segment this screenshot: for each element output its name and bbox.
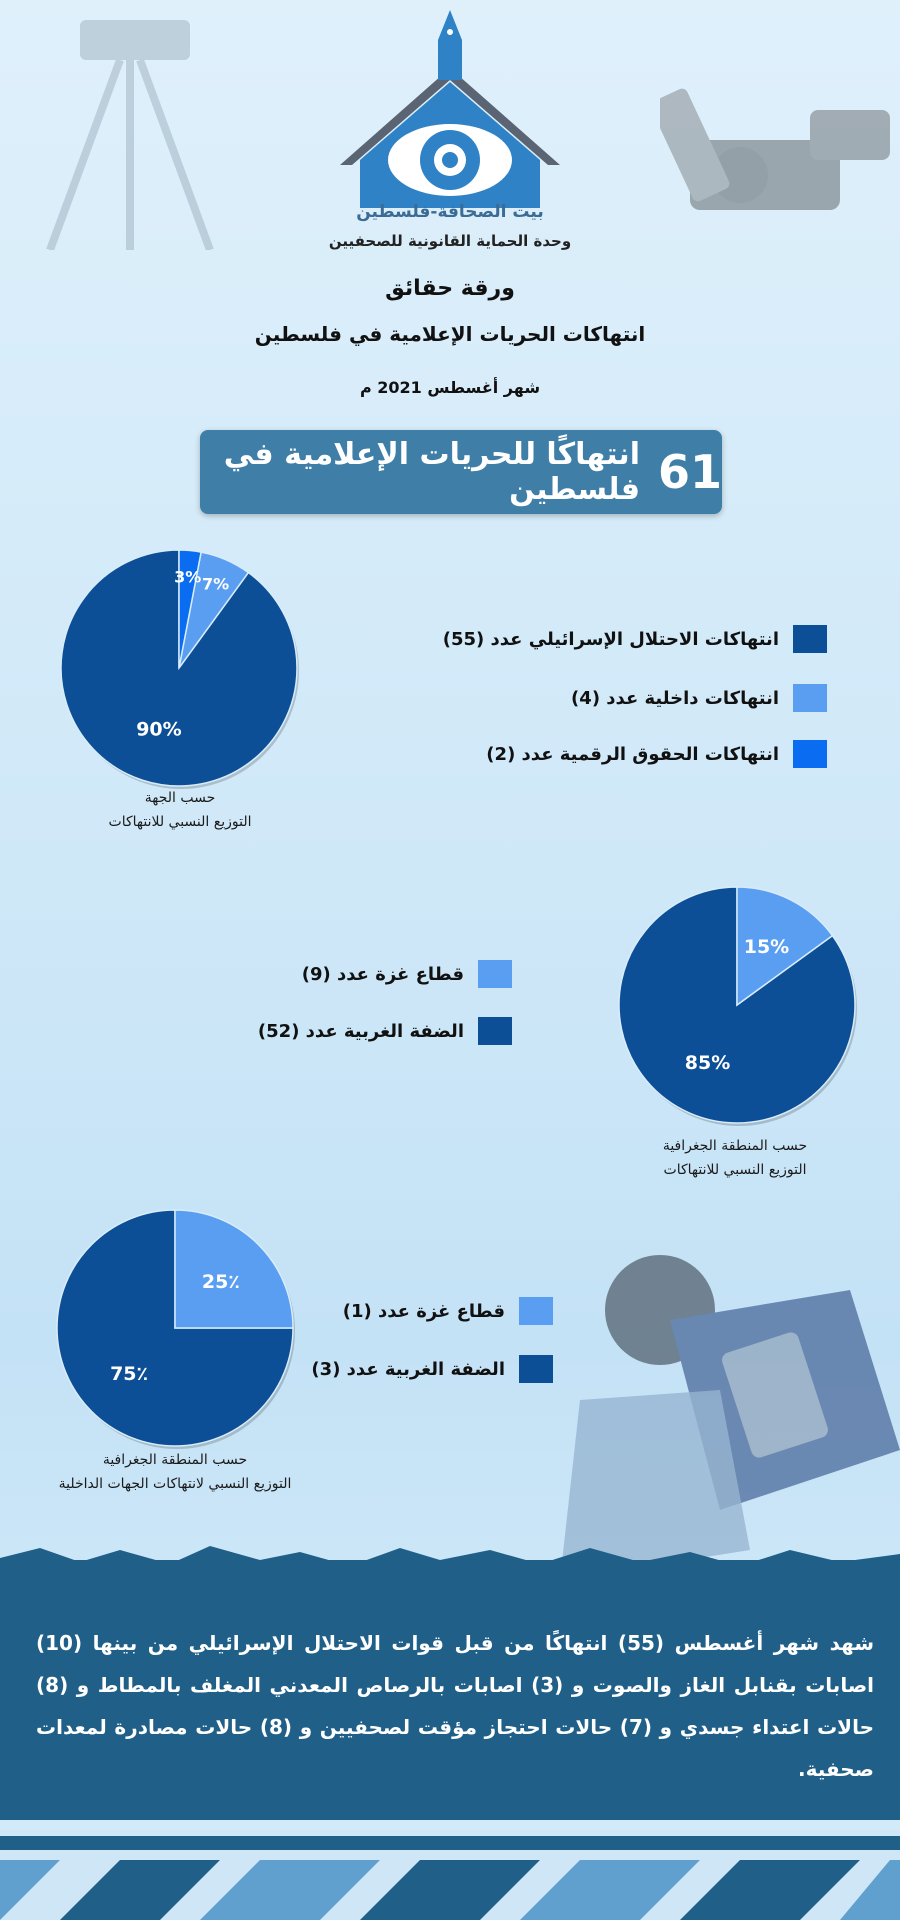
camera-tripod-photo: [20, 0, 220, 250]
page-subtitle: انتهاكات الحريات الإعلامية في فلسطين: [254, 322, 646, 346]
pie2-slice-label-1: 15%: [743, 936, 790, 959]
total-violations-text: انتهاكًا للحريات الإعلامية في فلسطين: [223, 437, 640, 507]
pie1-caption-line1: حسب الجهة: [144, 790, 216, 806]
total-violations-banner: [200, 430, 722, 514]
legend2-label-1: الضفة الغربية عدد (52): [257, 1020, 464, 1042]
legend3-swatch-0: [519, 1297, 553, 1325]
legend2-swatch-1: [478, 1017, 512, 1045]
legend2-item-1: [258, 1017, 512, 1045]
legend3-item-1: [311, 1355, 553, 1383]
pie2-caption-line2: التوزيع النسبي للانتهاكات: [663, 1162, 807, 1178]
legend2-swatch-0: [478, 960, 512, 988]
pie2-slice-label-0: 85%: [684, 1051, 731, 1074]
legend1-label-0: انتهاكات الاحتلال الإسرائيلي عدد (55): [442, 628, 779, 650]
legend3-label-0: قطاع غزة عدد (1): [342, 1300, 505, 1322]
total-violations-number: 61: [657, 445, 722, 499]
stripe-footer-decoration: [0, 1830, 900, 1920]
summary-text: شهد شهر أغسطس (55) انتهاكًا من قبل قوات الاحتلال الإسرائيلي من بينها (10) اصابات بقنابل الغاز والصوت و (3) اصابات بالرصاص المعدني المغلف بالمطاط و (8) حالات اعتداء جسدي و (7) حالات احتجاز مؤقت لصحفيين و (8) حالات مصادرة لمعدات صحفية.: [36, 1631, 875, 1781]
legend3-label-1: الضفة الغربية عدد (3): [311, 1358, 505, 1380]
pie1-caption-line2: التوزيع النسبي للانتهاكات: [108, 814, 252, 830]
pie1-slice-label-0: 90%: [136, 718, 182, 741]
legend1-item-1: [571, 684, 827, 712]
brand-unit: وحدة الحماية القانونية للصحفيين: [328, 232, 572, 250]
legend3-item-0: [343, 1297, 553, 1325]
legend1-item-0: [443, 625, 827, 653]
pie3-slice-label-0: 75٪: [110, 1362, 149, 1385]
legend2-item-0: [302, 960, 512, 988]
pie1-caption: [60, 786, 300, 834]
pie2-caption-line1: حسب المنطقة الجغرافية: [662, 1138, 808, 1154]
legend1-label-1: انتهاكات داخلية عدد (4): [571, 687, 779, 709]
press-house-logo: [330, 10, 570, 210]
pie-chart-by-region: [614, 882, 860, 1128]
legend1-swatch-0: [793, 625, 827, 653]
pie3-caption: [20, 1448, 330, 1496]
brand-name: بيت الصحافة-فلسطين: [356, 202, 544, 222]
pie3-caption-line1: حسب المنطقة الجغرافية: [102, 1452, 248, 1468]
pie2-caption: [610, 1134, 860, 1182]
pie3-slice-1: [175, 1210, 293, 1328]
pie1-slice-label-1: 7%: [201, 574, 230, 594]
legend1-swatch-1: [793, 684, 827, 712]
pie-chart-internal-by-region: [52, 1205, 298, 1451]
page-title: ورقة حقائق: [385, 276, 515, 301]
pie-chart-by-party: [56, 545, 302, 791]
report-period: شهر أغسطس 2021 م: [359, 378, 541, 397]
legend3-swatch-1: [519, 1355, 553, 1383]
legend1-label-2: انتهاكات الحقوق الرقمية عدد (2): [486, 743, 779, 765]
pie3-slice-label-1: 25٪: [201, 1271, 240, 1294]
pie1-slice-label-2: 3%: [174, 567, 202, 587]
pie3-caption-line2: التوزيع النسبي لانتهاكات الجهات الداخلية: [58, 1476, 292, 1492]
journalist-photo: [520, 1250, 900, 1590]
legend1-swatch-2: [793, 740, 827, 768]
camera-photo: [660, 50, 900, 250]
legend1-item-2: [486, 740, 827, 768]
legend2-label-0: قطاع غزة عدد (9): [301, 963, 464, 985]
